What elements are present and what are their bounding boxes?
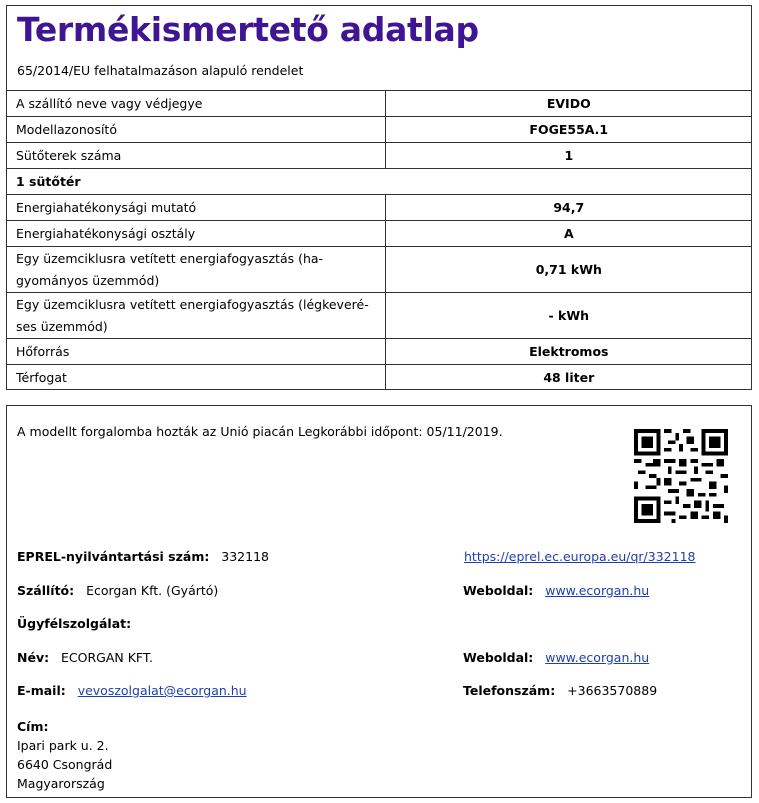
spec-label-line: gyományos üzemmód) — [16, 272, 160, 288]
website-row — [463, 583, 649, 598]
address-label: Cím: — [17, 719, 49, 734]
spec-label — [6, 247, 385, 293]
website-label: Weboldal: — [463, 583, 534, 598]
website2-row — [463, 650, 649, 665]
address-line: Ipari park u. 2. — [17, 738, 109, 753]
website2-label: Weboldal: — [463, 650, 534, 665]
eprel-label: EPREL-nyilvántartási szám: — [17, 549, 210, 564]
supplier-value: Ecorgan Kft. (Gyártó) — [86, 583, 219, 598]
spec-table — [6, 90, 752, 390]
table-row — [6, 117, 752, 143]
eprel-value: 332118 — [221, 549, 269, 564]
spec-value: 0,71 kWh — [385, 247, 752, 293]
spec-value: 1 — [385, 143, 752, 169]
spec-label: Modellazonosító — [6, 117, 385, 143]
table-row — [6, 247, 752, 293]
supplier-info-panel — [6, 405, 752, 798]
spec-value: A — [385, 221, 752, 247]
spec-value: 94,7 — [385, 195, 752, 221]
table-row — [6, 195, 752, 221]
phone-label: Telefonszám: — [463, 683, 556, 698]
table-row — [6, 221, 752, 247]
spec-label: Térfogat — [6, 365, 385, 391]
address-line: Magyarország — [17, 776, 105, 791]
website-link[interactable]: www.ecorgan.hu — [545, 583, 650, 598]
address-line: 6640 Csongrád — [17, 757, 113, 772]
phone-row — [463, 683, 657, 698]
spec-label: Hőforrás — [6, 339, 385, 365]
spec-label — [6, 293, 385, 339]
spec-label-line: Egy üzemciklusra vetített energiafogyasztás (légkeveré- — [16, 296, 369, 312]
spec-label: Sütőterek száma — [6, 143, 385, 169]
section-heading: 1 sütőtér — [6, 169, 752, 195]
name-value: ECORGAN KFT. — [61, 650, 154, 665]
eprel-link[interactable]: https://eprel.ec.europa.eu/qr/332118 — [464, 549, 696, 564]
market-date-text: A modellt forgalomba hozták az Unió piacán Legkorábbi időpont: 05/11/2019. — [17, 424, 503, 439]
table-row — [6, 293, 752, 339]
spec-value: - kWh — [385, 293, 752, 339]
spec-label-line: ses üzemmód) — [16, 318, 108, 334]
website2-link[interactable]: www.ecorgan.hu — [545, 650, 650, 665]
spec-value: 48 liter — [385, 365, 752, 391]
page-title: Termékismertető adatlap — [17, 10, 479, 49]
spec-label: Energiahatékonysági osztály — [6, 221, 385, 247]
table-row — [6, 91, 752, 117]
eprel-row — [17, 549, 269, 564]
name-row — [17, 650, 153, 665]
phone-value: +3663570889 — [567, 683, 658, 698]
customer-service-heading: Ügyfélszolgálat: — [17, 616, 132, 631]
email-row — [17, 683, 247, 698]
email-label: E-mail: — [17, 683, 66, 698]
regulation-subtitle: 65/2014/EU felhatalmazáson alapuló rendelet — [17, 63, 304, 78]
email-link[interactable]: vevoszolgalat@ecorgan.hu — [77, 683, 247, 698]
spec-label-line: Egy üzemciklusra vetített energiafogyasztás (ha- — [16, 250, 324, 266]
supplier-row — [17, 583, 218, 598]
spec-value: FOGE55A.1 — [385, 117, 752, 143]
spec-label: Energiahatékonysági mutató — [6, 195, 385, 221]
supplier-label: Szállító: — [17, 583, 75, 598]
spec-label: A szállító neve vagy védjegye — [6, 91, 385, 117]
spec-value: EVIDO — [385, 91, 752, 117]
address-block — [17, 717, 112, 793]
name-label: Név: — [17, 650, 50, 665]
table-row — [6, 143, 752, 169]
table-row — [6, 339, 752, 365]
qr-code-icon[interactable] — [634, 429, 728, 523]
section-row — [6, 169, 752, 195]
table-row — [6, 365, 752, 391]
product-sheet-panel — [6, 5, 752, 390]
spec-value: Elektromos — [385, 339, 752, 365]
